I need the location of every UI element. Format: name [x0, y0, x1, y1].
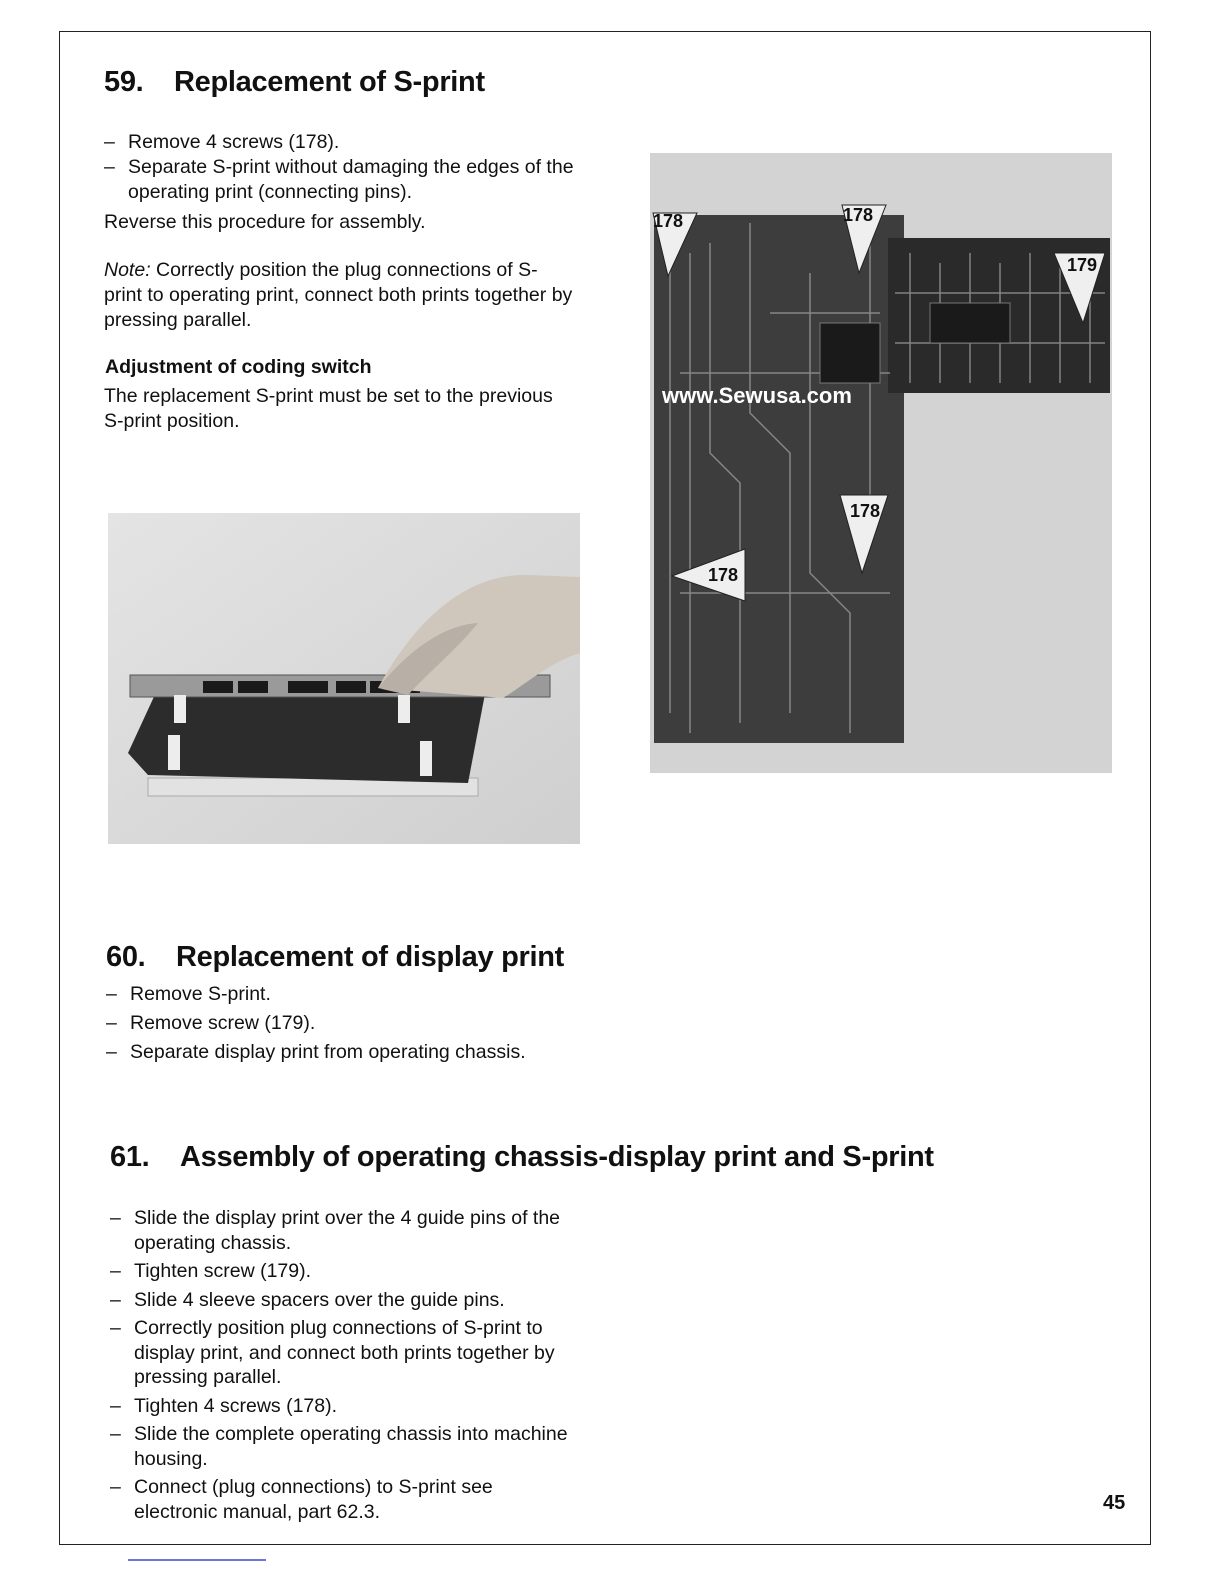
callout-label: 178: [850, 501, 881, 521]
divider: [128, 1559, 266, 1561]
adjustment-heading: Adjustment of coding switch: [105, 356, 372, 378]
photo-circuit-board: [650, 153, 1112, 773]
section-number: 60.: [106, 941, 146, 973]
section-number: 61.: [110, 1141, 150, 1173]
list-item: – Slide the complete operating chassis into machine housing.: [110, 1422, 580, 1471]
list-item: – Correctly position plug connections of S-print to display print, and connect both prints together by pressing parallel.: [110, 1316, 580, 1390]
list-item: – Remove screw (179).: [106, 1009, 666, 1038]
list-item: – Separate display print from operating chassis.: [106, 1038, 666, 1067]
section-59-heading: [104, 66, 485, 99]
section-61-steps: [110, 1206, 580, 1524]
section-title: Assembly of operating chassis-display print and S-print: [180, 1141, 934, 1173]
note-label: Note:: [104, 259, 151, 281]
list-item: – Remove S-print.: [106, 980, 666, 1009]
section-60-heading: [106, 941, 564, 974]
list-item: – Tighten screw (179).: [110, 1259, 580, 1284]
callout-label: 178: [653, 211, 684, 231]
watermark-text: www.Sewusa.com: [662, 383, 852, 408]
note-paragraph: [104, 258, 574, 333]
list-item: – Slide 4 sleeve spacers over the guide pins.: [110, 1288, 580, 1313]
list-item: – Tighten 4 screws (178).: [110, 1394, 580, 1419]
list-item: – Separate S-print without damaging the edges of the operating print (connecting pins).: [104, 155, 574, 205]
section-number: 59.: [104, 66, 144, 98]
callout-label: 178: [708, 565, 739, 585]
callout-label: 179: [1067, 255, 1098, 275]
list-item: – Connect (plug connections) to S-print see electronic manual, part 62.3.: [110, 1475, 580, 1524]
callout-label: 178: [843, 205, 874, 225]
note-text: Correctly position the plug connections of S-print to operating print, connect both prints together by pressing parallel.: [104, 259, 573, 331]
list-item: – Slide the display print over the 4 guide pins of the operating chassis.: [110, 1206, 580, 1255]
section-title: Replacement of display print: [176, 941, 565, 973]
section-title: Replacement of S-print: [174, 66, 485, 98]
list-item: – Remove 4 screws (178).: [104, 130, 574, 155]
photo-hand-sprint: [108, 513, 580, 844]
section-61-heading: [110, 1141, 934, 1174]
section-59-steps: [104, 130, 574, 205]
operating-print: [654, 215, 904, 743]
adjustment-text: The replacement S-print must be set to the previous S-print position.: [104, 385, 553, 432]
section-60-steps: [106, 980, 666, 1067]
page-number: 45: [1103, 1492, 1126, 1514]
reverse-instruction: Reverse this procedure for assembly.: [104, 211, 426, 233]
